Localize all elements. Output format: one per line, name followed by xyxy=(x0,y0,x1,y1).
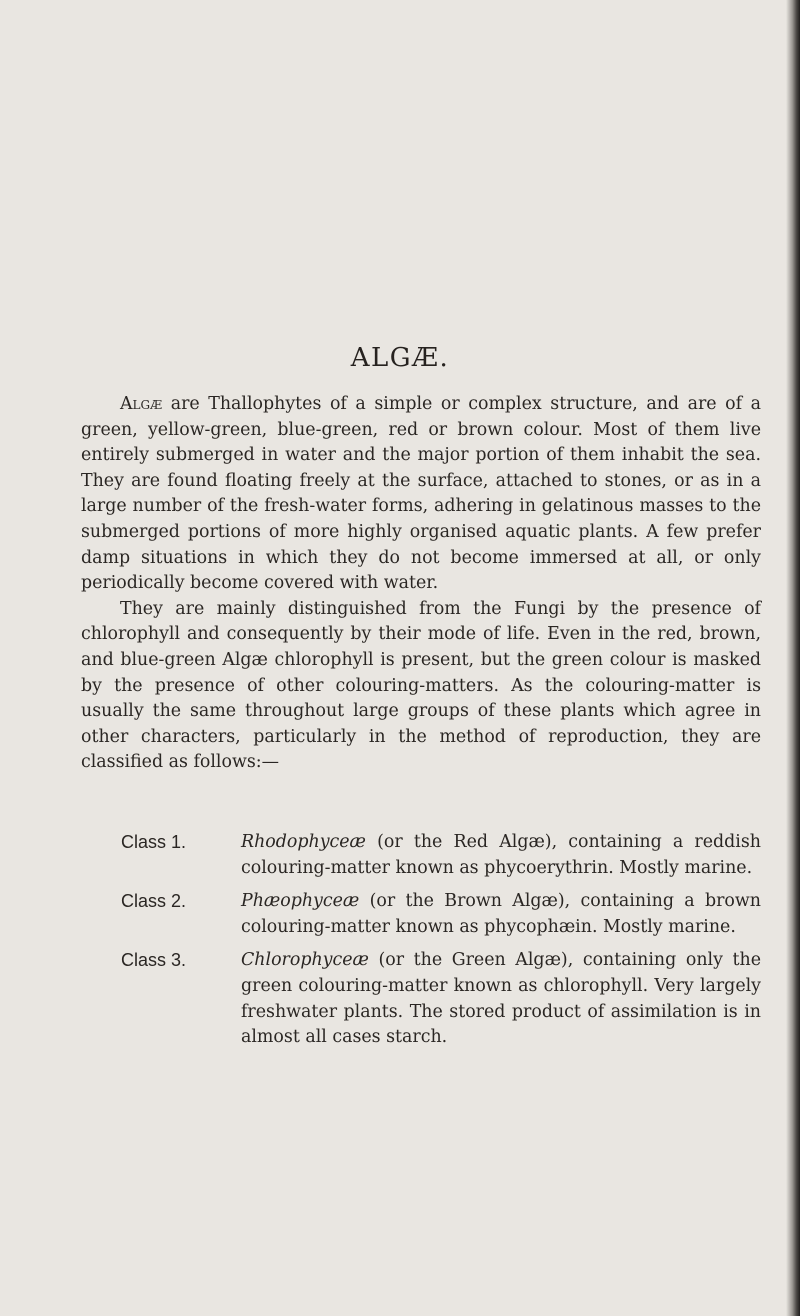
paragraph-intro xyxy=(81,392,761,597)
class-text: (or the Green Algæ), containing only the green colouring-matter known as chlorophyll. Very largely freshwater plants. The stored product of assimilation is in almost all cases starch. xyxy=(241,950,761,1048)
class-item xyxy=(81,948,761,1050)
class-item xyxy=(81,889,761,940)
class-list xyxy=(81,830,761,1059)
paragraph-classification: They are mainly distinguished from the Fungi by the presence of chlorophyll and consequently by their mode of life. Even in the red, brown, and blue-green Algæ chlorophyll is present, but the green colour is masked by the presence of other colouring-matters. As the colouring-matter is usually the same throughout large groups of these plants which agree in other characters, particularly in the method of reproduction, they are classified as follows:— xyxy=(81,598,761,773)
class-description xyxy=(241,830,761,881)
class-label: Class 2. xyxy=(121,891,187,912)
class-description xyxy=(241,889,761,940)
class-name: Chlorophyceæ xyxy=(241,950,369,971)
paragraph-lead-word: Algæ xyxy=(120,394,163,414)
class-text: (or the Red Algæ), containing a reddish colouring-matter known as phycoerythrin. Mostly marine. xyxy=(241,832,761,878)
class-label: Class 3. xyxy=(121,950,187,971)
class-name: Phæophyceæ xyxy=(241,891,360,912)
class-item xyxy=(81,830,761,881)
page-title: ALGÆ. xyxy=(350,343,450,373)
class-text: (or the Brown Algæ), containing a brown colouring-matter known as phycophæin. Mostly marine. xyxy=(241,891,761,937)
paragraph-intro-text: are Thallophytes of a simple or complex structure, and are of a green, yellow-green, blue-green, red or brown colour. Most of them live entirely submerged in water and the major portion of them inhabit the sea. They are found floating freely at the surface, attached to stones, or as in a large number of the fresh-water forms, adhering in gelatinous masses to the submerged portions of more highly organised aquatic plants. A few prefer damp situations in which they do not become immersed at all, or only periodically become covered with water. xyxy=(81,394,761,594)
class-label: Class 1. xyxy=(121,832,187,852)
body-text xyxy=(81,392,761,776)
class-description xyxy=(241,948,761,1050)
page-edge-shadow xyxy=(786,0,800,1316)
class-name: Rhodophyceæ xyxy=(241,832,366,852)
